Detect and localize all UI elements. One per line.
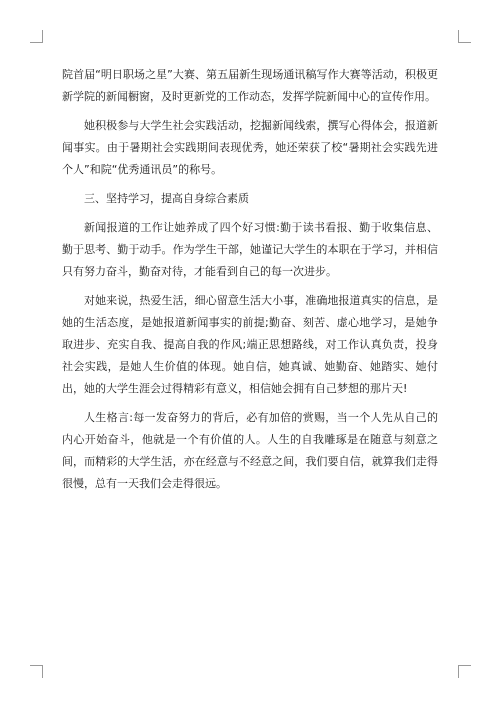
paragraph-motto: 人生格言:每一发奋努力的背后，必有加倍的赏赐，当一个人先从自己的内心开始奋斗，他就是一个有价值的人。人生的自我雕琢是在随意与刻意之间，而精彩的大学生活，亦在经意与不经意之间，我们要自信，就算我们走得很慢，总有一天我们会走得很远。 [62,411,438,490]
document-body [62,64,438,502]
paragraph-habits: 新闻报道的工作让她养成了四个好习惯:勤于读书看报、勤于收集信息、勤于思考、勤于动手。作为学生干部，她谨记大学生的本职在于学习，并相信只有努力奋斗，勤奋对待，才能看到自己的每一次进步。 [62,221,438,278]
section-heading: 三、坚持学习，提高自身综合素质 [84,192,249,205]
paragraph-social-practice: 她积极参与大学生社会实践活动，挖掘新闻线索，撰写心得体会，报道新闻事实。由于暑期社会实践期间表现优秀，她还荣获了校“暑期社会实践先进个人”和院“优秀通讯员”的称号。 [62,119,438,176]
top-left-crop-mark [30,30,43,43]
paragraph-continuation: 院首届“明日职场之星”大赛、第五届新生现场通讯稿写作大赛等活动，积极更新学院的新闻橱窗，及时更新党的工作动态，发挥学院新闻中心的宣传作用。 [62,68,438,103]
bottom-right-crop-mark [458,665,471,678]
paragraph-attitude: 对她来说，热爱生活，细心留意生活大小事，准确地报道真实的信息，是她的生活态度，是她报道新闻事实的前提;勤奋、刻苦、虚心地学习，是她争取进步、充实自我、提高自我的作风;端正思想路线，对工作认真负责，投身社会实践，是她人生价值的体现。她自信，她真诚、她勤奋、她踏实、她付出，她的大学生涯会过得精彩有意义，相信她会拥有自己梦想的那片天! [62,294,438,395]
top-right-crop-mark [458,30,471,43]
bottom-left-crop-mark [30,665,43,678]
